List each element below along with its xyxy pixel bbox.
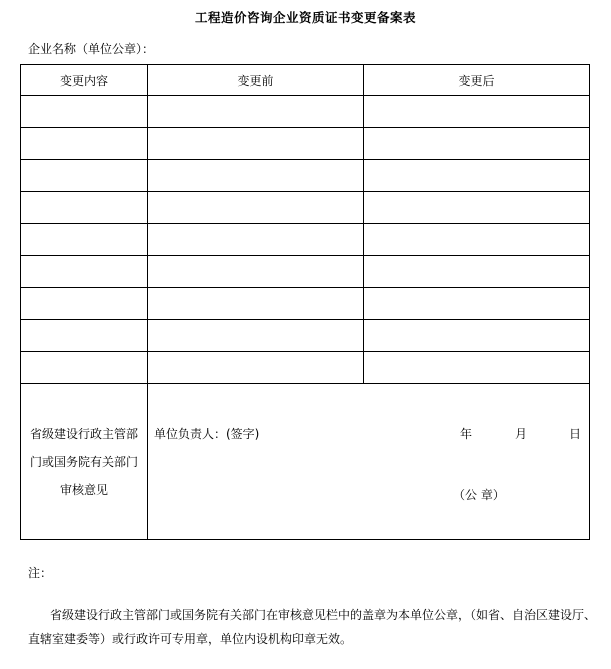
note-text: 省级建设行政主管部门或国务院有关部门在审核意见栏中的盖章为本单位公章，（如省、自治区建设厅、直辖室建委等）或行政许可专用章，单位内设机构印章无效。 bbox=[28, 608, 597, 646]
cell-after[interactable] bbox=[364, 128, 590, 160]
table-row bbox=[21, 128, 590, 160]
table-row bbox=[21, 160, 590, 192]
approval-opinion-cell[interactable] bbox=[148, 384, 590, 540]
cell-change-content[interactable] bbox=[21, 352, 148, 384]
cell-before[interactable] bbox=[148, 128, 364, 160]
table-row bbox=[21, 352, 590, 384]
table-row bbox=[21, 224, 590, 256]
table-row bbox=[21, 96, 590, 128]
approval-row bbox=[21, 384, 590, 540]
official-seal-label: （公 章） bbox=[453, 488, 505, 502]
cell-change-content[interactable] bbox=[21, 192, 148, 224]
cell-before[interactable] bbox=[148, 224, 364, 256]
approval-label-line: 省级建设行政主管部 bbox=[29, 426, 138, 441]
approval-label-cell bbox=[21, 384, 148, 540]
change-record-table bbox=[20, 64, 590, 540]
header-after-change: 变更后 bbox=[364, 65, 590, 96]
cell-after[interactable] bbox=[364, 256, 590, 288]
cell-after[interactable] bbox=[364, 320, 590, 352]
cell-before[interactable] bbox=[148, 160, 364, 192]
header-change-content: 变更内容 bbox=[21, 65, 148, 96]
cell-after[interactable] bbox=[364, 352, 590, 384]
cell-after[interactable] bbox=[364, 192, 590, 224]
company-name-label: 企业名称（单位公章）： bbox=[28, 42, 155, 56]
cell-change-content[interactable] bbox=[21, 288, 148, 320]
cell-before[interactable] bbox=[148, 320, 364, 352]
month-label: 月 bbox=[515, 427, 528, 441]
cell-change-content[interactable] bbox=[21, 96, 148, 128]
table-row bbox=[21, 256, 590, 288]
cell-after[interactable] bbox=[364, 288, 590, 320]
cell-before[interactable] bbox=[148, 288, 364, 320]
year-label: 年 bbox=[460, 427, 473, 441]
cell-change-content[interactable] bbox=[21, 224, 148, 256]
table-header-row bbox=[21, 65, 590, 96]
cell-change-content[interactable] bbox=[21, 256, 148, 288]
cell-change-content[interactable] bbox=[21, 160, 148, 192]
cell-change-content[interactable] bbox=[21, 128, 148, 160]
cell-after[interactable] bbox=[364, 160, 590, 192]
header-before-change: 变更前 bbox=[148, 65, 364, 96]
cell-before[interactable] bbox=[148, 256, 364, 288]
cell-after[interactable] bbox=[364, 96, 590, 128]
table-row bbox=[21, 288, 590, 320]
signer-label: 单位负责人：(签字) bbox=[154, 427, 260, 441]
approval-label-line: 审核意见 bbox=[59, 482, 108, 497]
cell-before[interactable] bbox=[148, 352, 364, 384]
note-label: 注： bbox=[28, 566, 53, 580]
day-label: 日 bbox=[569, 427, 582, 441]
cell-change-content[interactable] bbox=[21, 320, 148, 352]
document-title: 工程造价咨询企业资质证书变更备案表 bbox=[194, 10, 416, 25]
table-row bbox=[21, 192, 590, 224]
cell-before[interactable] bbox=[148, 192, 364, 224]
cell-after[interactable] bbox=[364, 224, 590, 256]
approval-label-line: 门或国务院有关部门 bbox=[29, 454, 138, 469]
table-row bbox=[21, 320, 590, 352]
cell-before[interactable] bbox=[148, 96, 364, 128]
